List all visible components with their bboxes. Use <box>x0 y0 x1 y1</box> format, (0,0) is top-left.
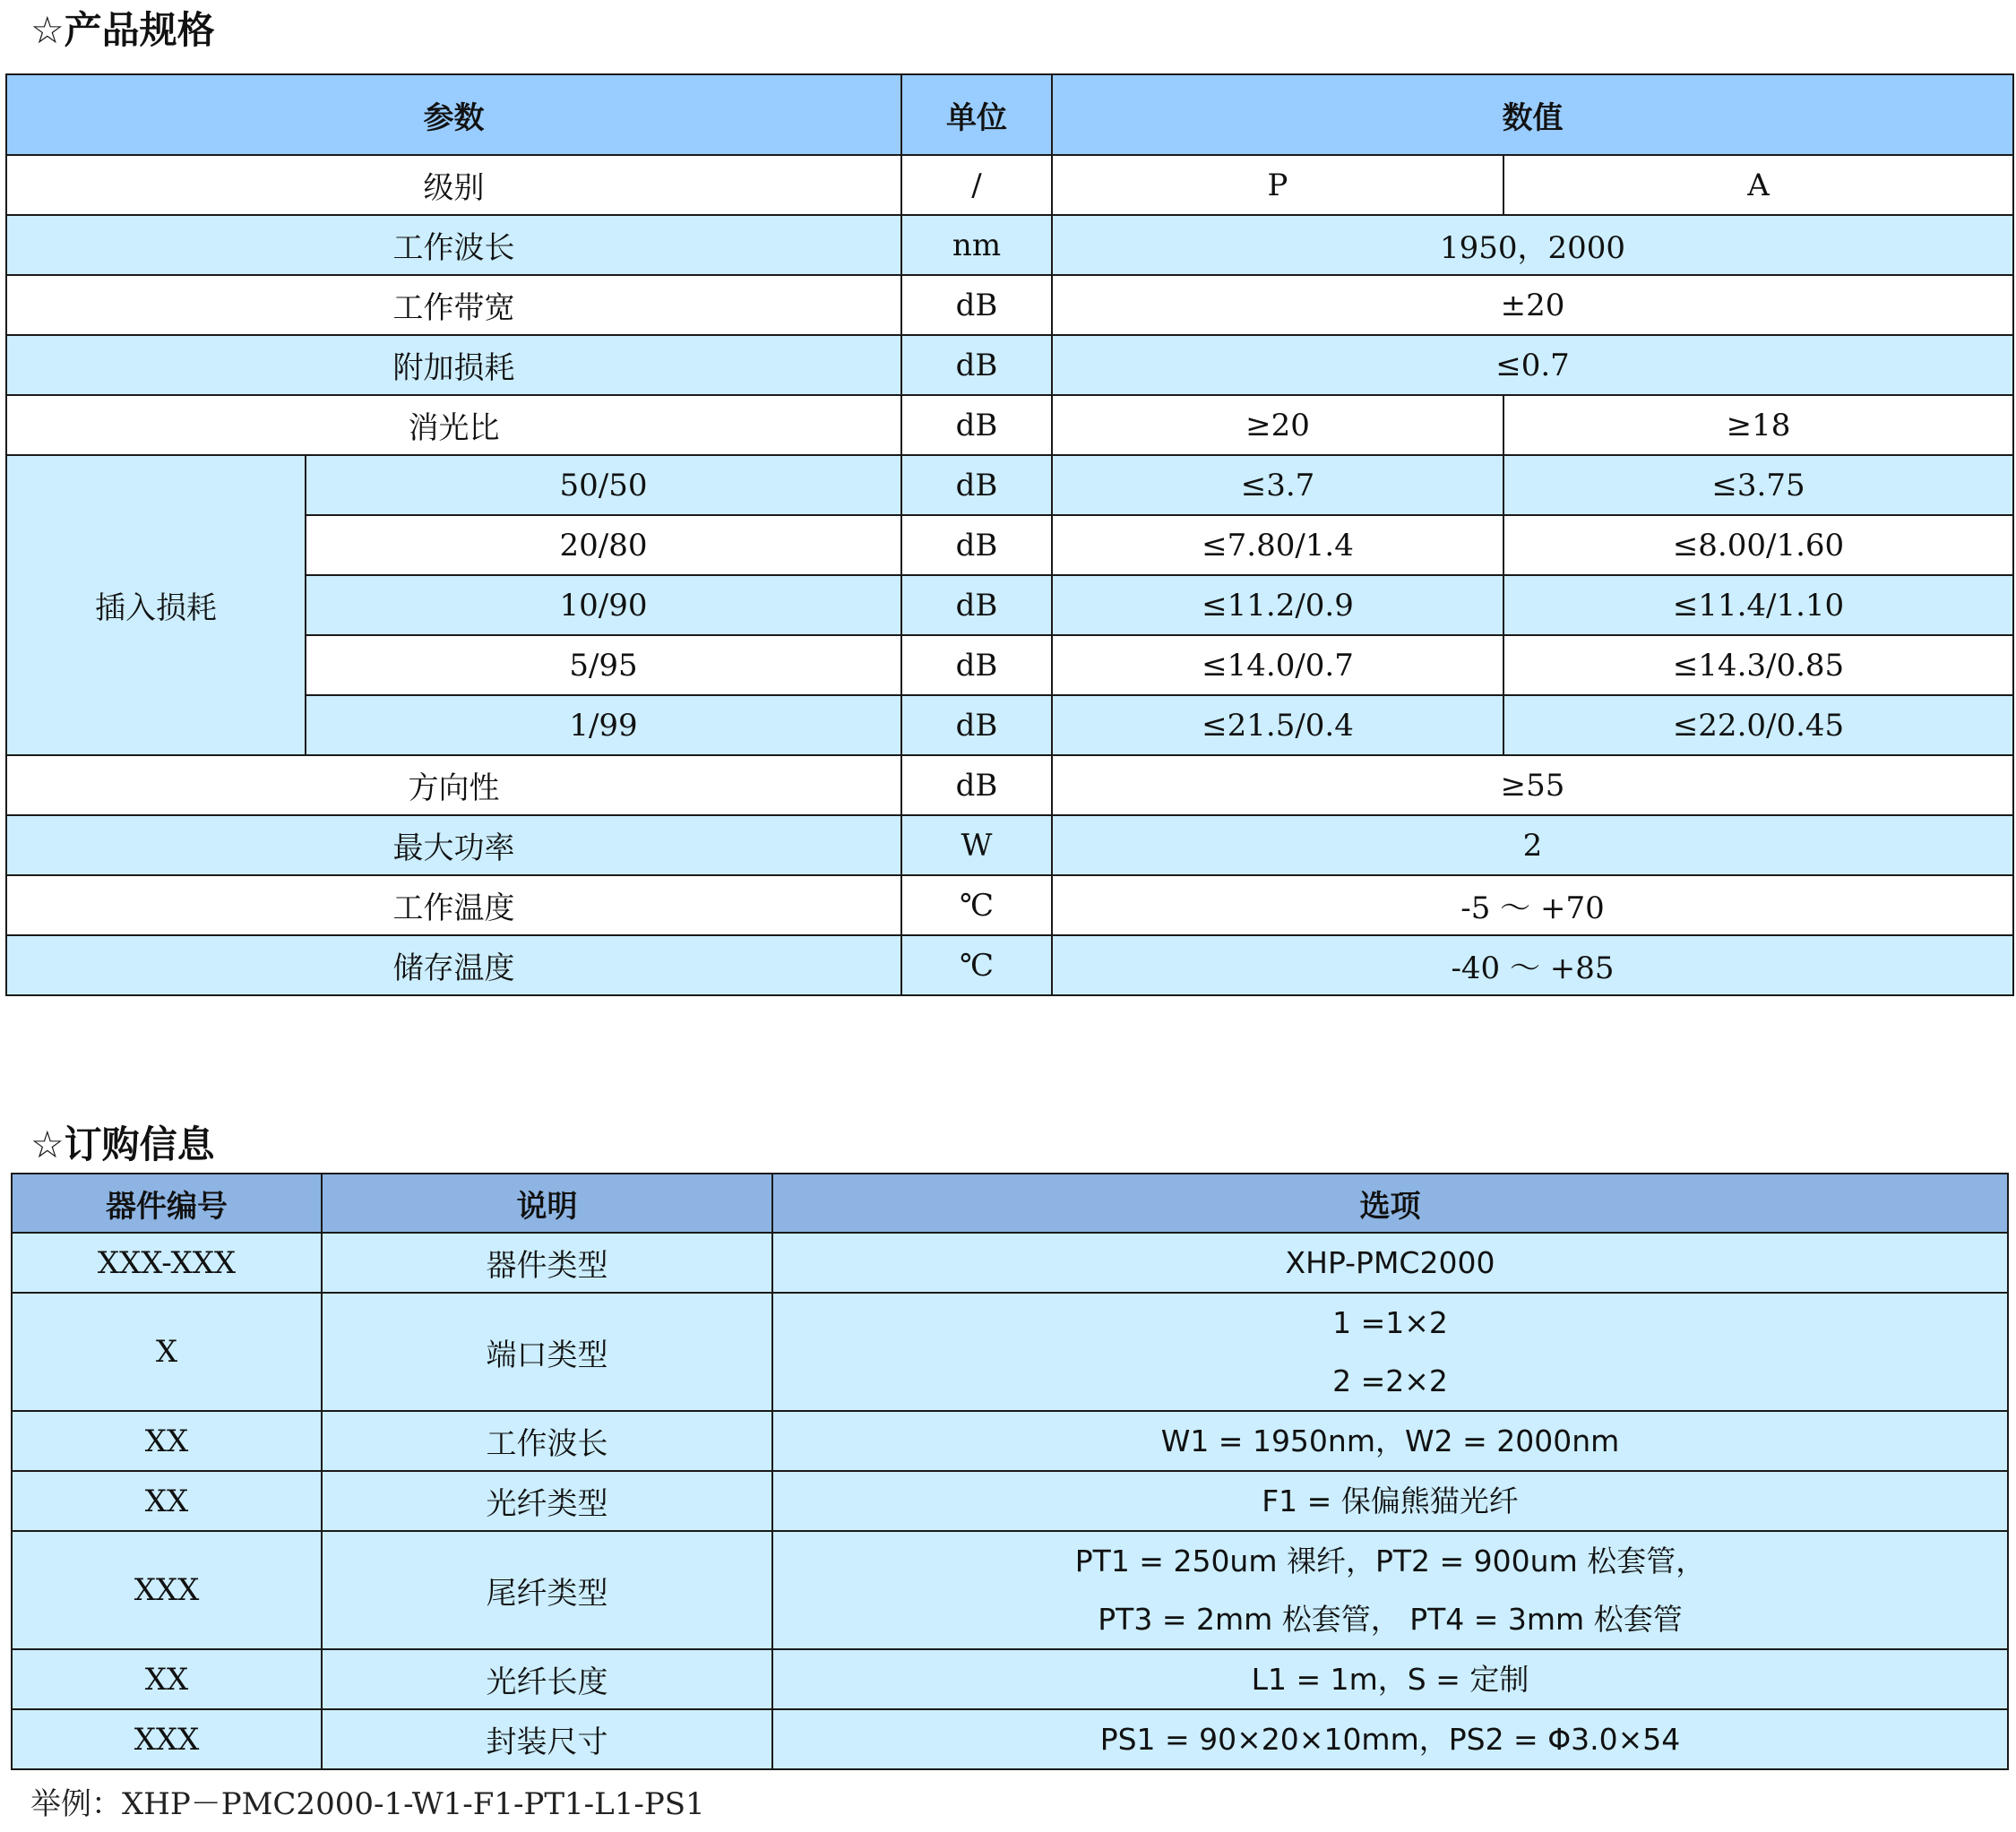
spec-row <box>6 935 2013 995</box>
spec-unit: dB <box>901 335 1052 395</box>
order-header-desc: 说明 <box>322 1174 772 1233</box>
option-line: L1 = 1m，S = 定制 <box>1251 1662 1529 1697</box>
option-line: XHP-PMC2000 <box>1285 1245 1495 1280</box>
spec-unit: dB <box>901 455 1052 515</box>
spec-value-p: ≥20 <box>1052 395 1503 455</box>
spec-param: 消光比 <box>6 395 901 455</box>
option-line: 1 =1×2 <box>1332 1305 1448 1340</box>
order-desc: 封装尺寸 <box>322 1709 772 1769</box>
option-line: PS1 = 90×20×10mm，PS2 = Φ3.0×54 <box>1099 1722 1681 1757</box>
spec-value: -5 ～ +70 <box>1052 875 2013 935</box>
spec-row <box>6 395 2013 455</box>
spec-header-param: 参数 <box>6 74 901 155</box>
spec-unit: dB <box>901 635 1052 695</box>
spec-param: 储存温度 <box>6 935 901 995</box>
spec-unit: dB <box>901 575 1052 635</box>
spec-value-a: ≤8.00/1.60 <box>1503 515 2013 575</box>
spec-unit: ℃ <box>901 935 1052 995</box>
order-desc: 端口类型 <box>322 1293 772 1411</box>
order-options <box>772 1709 2008 1769</box>
order-options <box>772 1471 2008 1531</box>
order-options <box>772 1293 2008 1411</box>
spec-value: 2 <box>1052 815 2013 875</box>
spec-param: 附加损耗 <box>6 335 901 395</box>
spec-unit: dB <box>901 515 1052 575</box>
spec-unit: W <box>901 815 1052 875</box>
spec-value-a: ≤3.75 <box>1503 455 2013 515</box>
option-line: PT3 = 2mm 松套管， PT4 = 3mm 松套管 <box>1098 1602 1683 1637</box>
split-ratio: 5/95 <box>306 635 901 695</box>
split-ratio: 20/80 <box>306 515 901 575</box>
spec-row <box>6 755 2013 815</box>
option-line: F1 = 保偏熊猫光纤 <box>1262 1484 1519 1518</box>
spec-value-p: ≤21.5/0.4 <box>1052 695 1503 755</box>
order-code: XX <box>12 1411 322 1471</box>
spec-param: 方向性 <box>6 755 901 815</box>
order-code: XXX <box>12 1709 322 1769</box>
spec-value: ≥55 <box>1052 755 2013 815</box>
spec-row <box>6 875 2013 935</box>
order-header-options: 选项 <box>772 1174 2008 1233</box>
order-row <box>12 1293 2008 1411</box>
spec-value-p: ≤11.2/0.9 <box>1052 575 1503 635</box>
order-row <box>12 1411 2008 1471</box>
order-code: XX <box>12 1471 322 1531</box>
insertion-loss-row <box>6 635 2013 695</box>
order-options <box>772 1233 2008 1293</box>
split-ratio: 1/99 <box>306 695 901 755</box>
option-line: W1 = 1950nm，W2 = 2000nm <box>1160 1423 1620 1458</box>
option-line: 2 =2×2 <box>1332 1363 1448 1398</box>
spec-value-p: ≤7.80/1.4 <box>1052 515 1503 575</box>
spec-header-value: 数值 <box>1052 74 2013 155</box>
spec-value: ±20 <box>1052 275 2013 335</box>
order-row <box>12 1471 2008 1531</box>
spec-value-p: ≤3.7 <box>1052 455 1503 515</box>
spec-value-a: ≥18 <box>1503 395 2013 455</box>
spec-value-a: ≤11.4/1.10 <box>1503 575 2013 635</box>
spec-row <box>6 815 2013 875</box>
order-options <box>772 1649 2008 1709</box>
insertion-loss-row <box>6 515 2013 575</box>
spec-value-a: ≤14.3/0.85 <box>1503 635 2013 695</box>
spec-unit: dB <box>901 395 1052 455</box>
order-row <box>12 1709 2008 1769</box>
order-row <box>12 1233 2008 1293</box>
spec-value: -40 ～ +85 <box>1052 935 2013 995</box>
order-row <box>12 1649 2008 1709</box>
order-options <box>772 1531 2008 1649</box>
insertion-loss-label: 插入损耗 <box>6 455 306 755</box>
spec-header-unit: 单位 <box>901 74 1052 155</box>
spec-row <box>6 155 2013 215</box>
spec-section-title: ☆产品规格 <box>30 8 215 52</box>
spec-param: 最大功率 <box>6 815 901 875</box>
order-desc: 尾纤类型 <box>322 1531 772 1649</box>
spec-param: 级别 <box>6 155 901 215</box>
split-ratio: 50/50 <box>306 455 901 515</box>
order-section-title: ☆订购信息 <box>30 1122 215 1166</box>
spec-param: 工作带宽 <box>6 275 901 335</box>
order-code: XXX-XXX <box>12 1233 322 1293</box>
spec-unit: ℃ <box>901 875 1052 935</box>
spec-value-p: ≤14.0/0.7 <box>1052 635 1503 695</box>
spec-value: 1950，2000 <box>1052 215 2013 275</box>
insertion-loss-row <box>6 695 2013 755</box>
order-desc: 工作波长 <box>322 1411 772 1471</box>
order-example: 举例：XHP－PMC2000-1-W1-F1-PT1-L1-PS1 <box>30 1786 705 1822</box>
spec-param: 工作温度 <box>6 875 901 935</box>
order-desc: 光纤长度 <box>322 1649 772 1709</box>
order-options <box>772 1411 2008 1471</box>
order-header-code: 器件编号 <box>12 1174 322 1233</box>
spec-value-p: P <box>1052 155 1503 215</box>
order-table <box>11 1173 2009 1770</box>
order-desc: 器件类型 <box>322 1233 772 1293</box>
insertion-loss-row <box>6 455 2013 515</box>
spec-row <box>6 275 2013 335</box>
order-desc: 光纤类型 <box>322 1471 772 1531</box>
spec-unit: dB <box>901 275 1052 335</box>
order-code: X <box>12 1293 322 1411</box>
order-row <box>12 1531 2008 1649</box>
order-code: XX <box>12 1649 322 1709</box>
spec-param: 工作波长 <box>6 215 901 275</box>
spec-value: ≤0.7 <box>1052 335 2013 395</box>
spec-value-a: A <box>1503 155 2013 215</box>
spec-row <box>6 215 2013 275</box>
insertion-loss-row <box>6 575 2013 635</box>
spec-unit: nm <box>901 215 1052 275</box>
split-ratio: 10/90 <box>306 575 901 635</box>
spec-table <box>5 73 2014 996</box>
spec-row <box>6 335 2013 395</box>
spec-value-a: ≤22.0/0.45 <box>1503 695 2013 755</box>
spec-unit: dB <box>901 755 1052 815</box>
order-code: XXX <box>12 1531 322 1649</box>
spec-unit: dB <box>901 695 1052 755</box>
option-line: PT1 = 250um 裸纤，PT2 = 900um 松套管， <box>1074 1544 1706 1578</box>
spec-unit: / <box>901 155 1052 215</box>
